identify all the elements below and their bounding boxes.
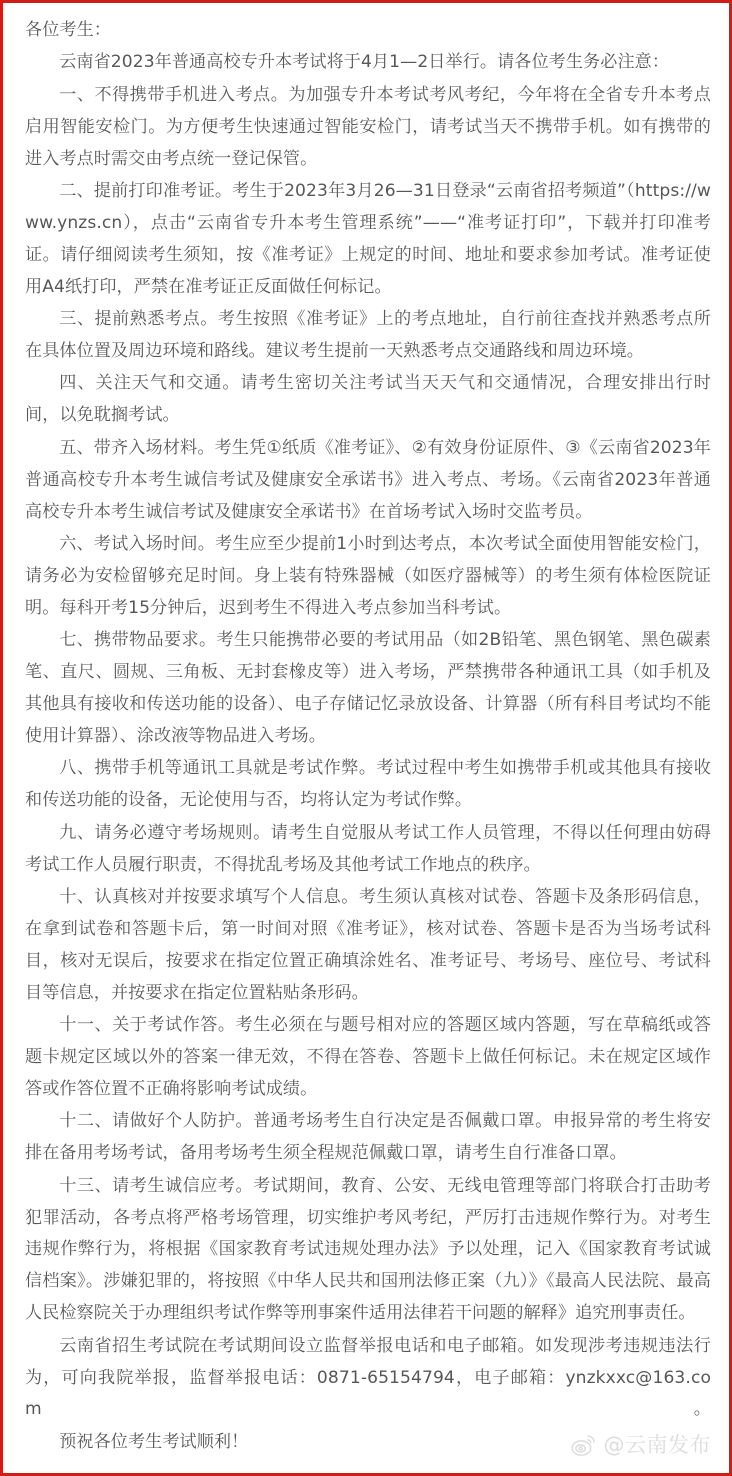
salutation: 各位考生： <box>25 20 111 40</box>
paragraph-closing: 预祝各位考生考试顺利！ <box>59 1431 249 1452</box>
paragraph-item-2: 二、提前打印准考证。考生于2023年3月26—31日登录“云南省招考频道”（https://www.ynzs.cn），点击“云南省专升本考生管理系统”——“准考证打印”，下载并打印准考证。请仔细阅读考生须知，按《准考证》上规定的时间、地址和要求参加考试。准考证使用A4纸打印，严禁在准考证正反面做任何标记。 <box>25 181 711 297</box>
watermark-handle: @云南发布 <box>603 1433 711 1457</box>
paragraph-item-5: 五、带齐入场材料。考生凭①纸质《准考证》、②有效身份证原件、③《云南省2023年普通高校专升本考生诚信考试及健康安全承诺书》进入考点、考场。《云南省2023年普通高校专升本考生诚信考试及健康安全承诺书》在首场考试入场时交监考员。 <box>25 437 711 522</box>
paragraph-item-11: 十一、关于考试作答。考生必须在与题号相对应的答题区域内答题，写在草稿纸或答题卡规定区域以外的答案一律无效，不得在答卷、答题卡上做任何标记。未在规定区域作答或作答位置不正确将影响考试成绩。 <box>25 1015 711 1099</box>
paragraph-item-8: 八、携带手机等通讯工具就是考试作弊。考试过程中考生如携带手机或其他具有接收和传送功能的设备，无论使用与否，均将认定为考试作弊。 <box>25 758 711 811</box>
paragraph-item-6: 六、考试入场时间。考生应至少提前1小时到达考点，本次考试全面使用智能安检门，请务必为安检留够充足时间。身上装有特殊器械（如医疗器械等）的考生须有体检医院证明。每科开考15分钟后，迟到考生不得进入考点参加当科考试。 <box>25 534 711 618</box>
paragraph-item-12: 十二、请做好个人防护。普通考场考生自行决定是否佩戴口罩。申报异常的考生将安排在备用考场考试，备用考场考生须全程规范佩戴口罩，请考生自行准备口罩。 <box>25 1111 711 1164</box>
paragraph-item-9: 九、请务必遵守考场规则。请考生自觉服从考试工作人员管理，不得以任何理由妨碍考试工作人员履行职责，不得扰乱考场及其他考试工作地点的秩序。 <box>25 822 711 875</box>
paragraph-intro: 云南省2023年普通高校专升本考试将于4月1—2日举行。请各位考生务必注意： <box>59 52 670 73</box>
paragraph-item-1: 一、不得携带手机进入考点。为加强专升本考试考风考纪，今年将在全省专升本考点启用智能安检门。为方便考生快速通过智能安检门，请考试当天不携带手机。如有携带的进入考点时需交由考点统一登记保管。 <box>25 84 711 169</box>
paragraph-item-3: 三、提前熟悉考点。考生按照《准考证》上的考点地址，自行前往查找并熟悉考点所在具体位置及周边环境和路线。建议考生提前一天熟悉考点交通路线和周边环境。 <box>25 309 711 362</box>
paragraph-item-4: 四、关注天气和交通。请考生密切关注考试当天天气和交通情况，合理安排出行时间，以免耽搁考试。 <box>25 373 711 426</box>
paragraph-item-7: 七、携带物品要求。考生只能携带必要的考试用品（如2B铅笔、黑色钢笔、黑色碳素笔、直尺、圆规、三角板、无封套橡皮等）进入考场，严禁携带各种通讯工具（如手机及其他具有接收和传送功能的设备）、电子存储记忆录放设备、计算器（所有科目考试均不能使用计算器）、涂改液等物品进入考场。 <box>25 630 711 746</box>
notice-body <box>3 3 729 1459</box>
paragraph-contact: 云南省招生考试院在考试期间设立监督举报电话和电子邮箱。如发现涉考违规违法行为，可向我院举报，监督举报电话：0871-65154794，电子邮箱：ynzkxxc@163.com。 <box>25 1335 711 1420</box>
paragraph-item-10: 十、认真核对并按要求填写个人信息。考生须认真核对试卷、答题卡及条形码信息，在拿到试卷和答题卡后，第一时间对照《准考证》，核对试卷、答题卡是否为当场考试科目，核对无误后，按要求在指定位置正确填涂姓名、准考证号、考场号、座位号、考试科目等信息，并按要求在指定位置粘贴条形码。 <box>25 886 711 1003</box>
paragraph-item-13: 十三、请考生诚信应考。考试期间，教育、公安、无线电管理等部门将联合打击助考犯罪活动，各考点将严格考场管理，切实维护考风考纪，严厉打击违规作弊行为。对考生违规作弊行为，将根据《国家教育考试违规处理办法》予以处理，记入《国家教育考试诚信档案》。涉嫌犯罪的，将按照《中华人民共和国刑法修正案（九）》《最高人民法院、最高人民检察院关于办理组织考试作弊等刑事案件适用法律若干问题的解释》追究刑事责任。 <box>25 1175 711 1324</box>
